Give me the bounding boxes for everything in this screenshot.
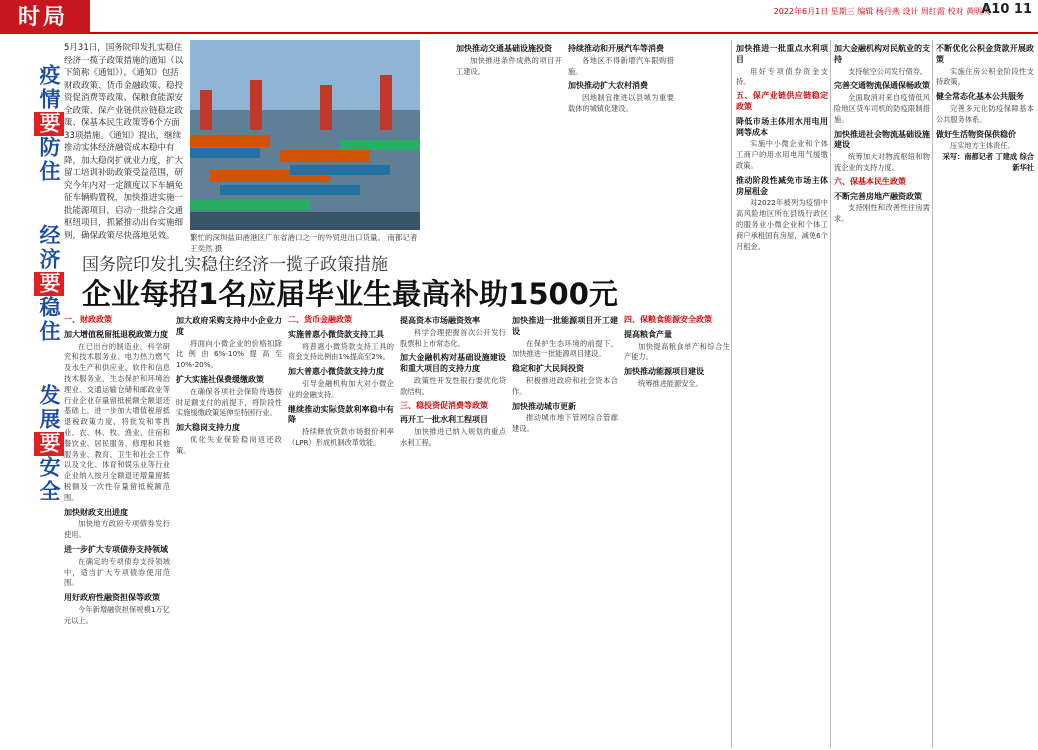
byline: 采写：南都记者 丁建成 综合新华社 <box>942 152 1034 172</box>
lead-paragraph: 5月31日，国务院印发扎实稳住经济一揽子政策措施的通知（以下简称《通知》）。《通知》包括财政政策、货币金融政策、稳投资促消费等政策、保粮食能源安全政策、保产业链供应链稳定政策、保基本民生政策等6个方面33项措施。《通知》提出，继续推动实体经济融资成本稳中有降，加大稳岗扩就业力度，扩大留工培训补助政策受益范围，研究今年内对一定额度以下车辆免征车辆购置税，加快推进实施一批能源项目，启动一批综合交通枢纽项目，抓紧推动出台实施细则，确保政策尽快落地见效。 <box>64 43 184 241</box>
column-6: 四、保粮食能源安全政策 提高粮食产量 加快提高粮食单产和综合生产能力。 加快推动能源项目建设 统筹推进能源安全。 <box>624 315 730 388</box>
column-6-top: 持续推动和开展汽车等消费 各地区不得新增汽车限购措施。 加快推动扩大农村消费 因地制宜推进以县城为重要载体的城镇化建设。 <box>568 44 674 113</box>
column-5: 加快推进一批能源项目开工建设 在保护生态环境的前提下，加快推进一批能源项目建设。 稳定和扩大民间投资 积极推进政府和社会资本合作。 加快推动城市更新 推动城市地下管网综合管廊建设。 <box>512 316 618 434</box>
column-7: 加快推进一批重点水利项目 用好专项债券资金支持。 五、保产业链供应链稳定政策 降低市场主体用水用电用网等成本 实施中小微企业和个体工商户的用水用电用气缓缴政策。 推动阶段性减免市场主体房屋租金 对2022年被列为疫情中高风险地区所在县级行政区的服务业小微企业和个体工商户承租国有房屋，减免6个月租金。 <box>736 44 828 251</box>
kicker: 国务院印发扎实稳住经济一揽子政策措施 <box>82 255 388 275</box>
column-divider <box>932 40 933 748</box>
page-header <box>0 0 1038 34</box>
column-divider <box>731 40 732 748</box>
slogan-economy: 经济要稳住 <box>4 224 64 344</box>
column-divider <box>830 40 831 748</box>
slogan-column <box>0 34 62 750</box>
issue-info: 2022年6月1日 星期三 编辑 杨丹燕 设计 周红霞 校对 黄明庆 <box>773 7 990 16</box>
slogan-development: 发展要安全 <box>4 384 64 504</box>
page-number: A10 11 <box>981 2 1032 17</box>
slogan-epidemic: 疫情要防住 <box>4 64 64 184</box>
column-9: 不断优化公积金贷款开展政策 实施住房公积金阶段性支持政策。 健全常态化基本公共服务 完善多元化防疫保障基本公共服务体系。 做好生活物资保供稳价 压实地方主体责任。 采写：南都记者 丁建成 综合新华社 <box>936 44 1034 172</box>
headline: 企业每招1名应届毕业生最高补助1500元 <box>82 277 618 311</box>
column-1: 一、财政政策 加大增值税留抵退税政策力度 在已出台的制造业、科学研究和技术服务业、电力热力燃气及水生产和供应业、软件和信息技术服务业、生态保护和环境治理业、交通运输仓储和邮政业等行业企业存量留抵税额全额退还基础上，进一步加大增值税留抵退税政策力度，将批发和零售业、农、林、牧、渔业、住宿和餐饮业、居民服务、修理和其他服务业、教育、卫生和社会工作以及文化、体育和娱乐业等行业企业纳入按月全额退还增量留抵税额及一次性存量留抵税额范围。 加快财政支出进度 加快地方政府专项债券发行使用。 进一步扩大专项债券支持领域 在确定的专项债券支持领域中，适当扩大专项债券使用范围。 用好政府性融资担保等政策 今年新增融资担保规模1万亿元以上。 <box>64 315 170 625</box>
column-4: 提高资本市场融资效率 科学合理把握首次公开发行股票和上市常态化。 加大金融机构对基础设施建设和重大项目的支持力度 政策性开发性银行要优化贷款结构。 三、稳投资促消费等政策 再开工一批水利工程项目 加快推进已纳入规划的重点水利工程。 <box>400 316 506 447</box>
port-photo <box>190 40 420 230</box>
column-5-top: 加快推动交通基础设施投资 加快推进条件成熟的项目开工建设。 <box>456 44 562 76</box>
column-3: 二、货币金融政策 实施普惠小微贷款支持工具 将普惠小微贷款支持工具的资金支持比例由1%提高至2%。 加大普惠小微贷款支持力度 引导金融机构加大对小微企业的金融支持。 继续推动实际贷款利率稳中有降 持续释放贷款市场报价利率（LPR）形成机制改革效能。 <box>288 315 394 447</box>
column-2: 加大政府采购支持中小企业力度 将面向小微企业的价格扣除比例由6%-10%提高至10%-20%。 扩大实施社保费缓缴政策 在确保各项社会保险待遇按时足额支付的前提下，将阶段性实施缓缴政策延伸至特困行业。 加大稳岗支持力度 优化失业保险稳岗返还政策。 <box>176 316 282 455</box>
column-8: 加大金融机构对民航业的支持 支持航空公司发行债券。 完善交通物流保通保畅政策 全面取消对来自疫情低风险地区货车司机的防疫限制措施。 加快推进社会物流基础设施建设 统筹加大对物流枢纽和物流企业的支持力度。 六、保基本民生政策 不断完善房地产融资政策 支持刚性和改善性住房需求。 <box>834 44 930 224</box>
section-tag: 时局 <box>0 0 90 34</box>
photo-caption: 繁忙的深圳盐田港港区广东省港口之一的外贸进出口货量。 南都记者 王奕然 摄 <box>190 233 418 253</box>
